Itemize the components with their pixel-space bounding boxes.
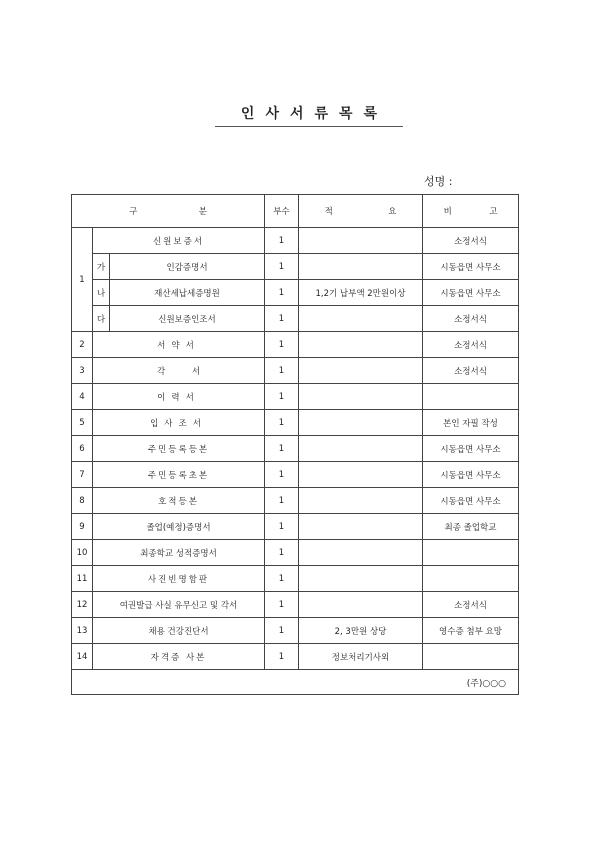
row-detail bbox=[299, 384, 423, 410]
row-copies: 1 bbox=[265, 618, 299, 644]
header-detail-left: 적 bbox=[324, 207, 333, 217]
page-title: 인사서류목록 bbox=[240, 106, 389, 122]
row-detail bbox=[299, 358, 423, 384]
row-detail: 정보처리기사외 bbox=[299, 644, 423, 670]
row-detail: 1,2기 납부액 2만원이상 bbox=[299, 280, 423, 306]
row-item: 자격증 사본 bbox=[93, 644, 265, 670]
row-note: 시동읍면 사무소 bbox=[423, 436, 519, 462]
header-detail bbox=[299, 195, 423, 228]
table-row bbox=[72, 592, 519, 618]
row-copies: 1 bbox=[265, 644, 299, 670]
sub-row-mark: 나 bbox=[93, 280, 110, 306]
row-item: 이력서 bbox=[93, 384, 265, 410]
header-note-left: 비 bbox=[443, 207, 452, 217]
row-note: 소정서식 bbox=[423, 358, 519, 384]
row-number: 3 bbox=[72, 358, 93, 384]
row-note: 본인 자필 작성 bbox=[423, 410, 519, 436]
row-item: 입사조서 bbox=[93, 410, 265, 436]
row-item: 각 서 bbox=[93, 358, 265, 384]
table-row bbox=[72, 332, 519, 358]
row-note: 시동읍면 사무소 bbox=[423, 280, 519, 306]
header-note bbox=[423, 195, 519, 228]
row-copies: 1 bbox=[265, 514, 299, 540]
row-note: 시동읍면 사무소 bbox=[423, 254, 519, 280]
row-note: 시동읍면 사무소 bbox=[423, 462, 519, 488]
row-copies: 1 bbox=[265, 488, 299, 514]
table-row bbox=[72, 462, 519, 488]
table-row bbox=[72, 540, 519, 566]
table-row bbox=[72, 254, 519, 280]
header-detail-right: 요 bbox=[388, 207, 397, 217]
row-note bbox=[423, 644, 519, 670]
row-detail bbox=[299, 540, 423, 566]
table-row bbox=[72, 644, 519, 670]
table-row bbox=[72, 358, 519, 384]
row-copies: 1 bbox=[265, 332, 299, 358]
row-detail bbox=[299, 410, 423, 436]
row-item: 사진빈명함판 bbox=[93, 566, 265, 592]
row-detail bbox=[299, 488, 423, 514]
row-copies: 1 bbox=[265, 462, 299, 488]
row-note: 영수증 첨부 요망 bbox=[423, 618, 519, 644]
row-note: 시동읍면 사무소 bbox=[423, 488, 519, 514]
header-row bbox=[72, 195, 519, 228]
row-number: 7 bbox=[72, 462, 93, 488]
row-number: 14 bbox=[72, 644, 93, 670]
row-copies: 1 bbox=[265, 384, 299, 410]
row-number: 4 bbox=[72, 384, 93, 410]
row-item: 주민등록초본 bbox=[93, 462, 265, 488]
row-number: 1 bbox=[72, 228, 93, 332]
row-item: 서약서 bbox=[93, 332, 265, 358]
row-number: 12 bbox=[72, 592, 93, 618]
table-row bbox=[72, 618, 519, 644]
table-row bbox=[72, 306, 519, 332]
row-copies: 1 bbox=[265, 540, 299, 566]
row-copies: 1 bbox=[265, 592, 299, 618]
header-note-right: 고 bbox=[489, 207, 498, 217]
row-item: 인감증명서 bbox=[110, 254, 265, 280]
row-note: 소정서식 bbox=[423, 332, 519, 358]
title-underline bbox=[215, 126, 403, 127]
row-detail bbox=[299, 514, 423, 540]
row-item: 재산세납세증명원 bbox=[110, 280, 265, 306]
header-category-left: 구 bbox=[129, 207, 138, 217]
row-copies: 1 bbox=[265, 566, 299, 592]
header-copies: 부수 bbox=[265, 195, 299, 228]
row-item: 졸업(예정)증명서 bbox=[93, 514, 265, 540]
table-row bbox=[72, 514, 519, 540]
row-detail bbox=[299, 436, 423, 462]
row-copies: 1 bbox=[265, 280, 299, 306]
row-copies: 1 bbox=[265, 306, 299, 332]
row-detail bbox=[299, 254, 423, 280]
table-row bbox=[72, 566, 519, 592]
row-copies: 1 bbox=[265, 410, 299, 436]
row-detail bbox=[299, 332, 423, 358]
row-note: 소정서식 bbox=[423, 306, 519, 332]
row-detail bbox=[299, 228, 423, 254]
table-row bbox=[72, 280, 519, 306]
row-item: 호적등본 bbox=[93, 488, 265, 514]
row-detail bbox=[299, 462, 423, 488]
row-copies: 1 bbox=[265, 254, 299, 280]
row-note: 소정서식 bbox=[423, 592, 519, 618]
company-signature: (주)○○○ bbox=[72, 670, 519, 695]
row-number: 8 bbox=[72, 488, 93, 514]
header-category bbox=[72, 195, 265, 228]
row-note: 최종 졸업학교 bbox=[423, 514, 519, 540]
row-number: 10 bbox=[72, 540, 93, 566]
footer-row bbox=[72, 670, 519, 695]
sub-row-mark: 가 bbox=[93, 254, 110, 280]
table-row bbox=[72, 488, 519, 514]
table-row bbox=[72, 410, 519, 436]
sub-row-mark: 다 bbox=[93, 306, 110, 332]
name-label: 성명 : bbox=[424, 175, 453, 188]
table-row bbox=[72, 228, 519, 254]
row-note: 소정서식 bbox=[423, 228, 519, 254]
row-item: 채용 건강진단서 bbox=[93, 618, 265, 644]
row-number: 2 bbox=[72, 332, 93, 358]
row-number: 9 bbox=[72, 514, 93, 540]
header-category-right: 분 bbox=[198, 207, 207, 217]
row-note bbox=[423, 384, 519, 410]
table-row bbox=[72, 384, 519, 410]
row-detail bbox=[299, 306, 423, 332]
row-item: 주민등록등본 bbox=[93, 436, 265, 462]
row-item: 최종학교 성적증명서 bbox=[93, 540, 265, 566]
row-item: 여권발급 사실 유무신고 및 각서 bbox=[93, 592, 265, 618]
row-detail: 2, 3만원 상당 bbox=[299, 618, 423, 644]
row-note bbox=[423, 540, 519, 566]
row-copies: 1 bbox=[265, 358, 299, 384]
row-number: 13 bbox=[72, 618, 93, 644]
row-note bbox=[423, 566, 519, 592]
row-detail bbox=[299, 566, 423, 592]
table-row bbox=[72, 436, 519, 462]
row-copies: 1 bbox=[265, 228, 299, 254]
row-item: 신원보증서 bbox=[93, 228, 265, 254]
row-item: 신원보증인조서 bbox=[110, 306, 265, 332]
row-number: 5 bbox=[72, 410, 93, 436]
document-list-table bbox=[71, 194, 519, 695]
row-number: 11 bbox=[72, 566, 93, 592]
row-copies: 1 bbox=[265, 436, 299, 462]
row-number: 6 bbox=[72, 436, 93, 462]
row-detail bbox=[299, 592, 423, 618]
